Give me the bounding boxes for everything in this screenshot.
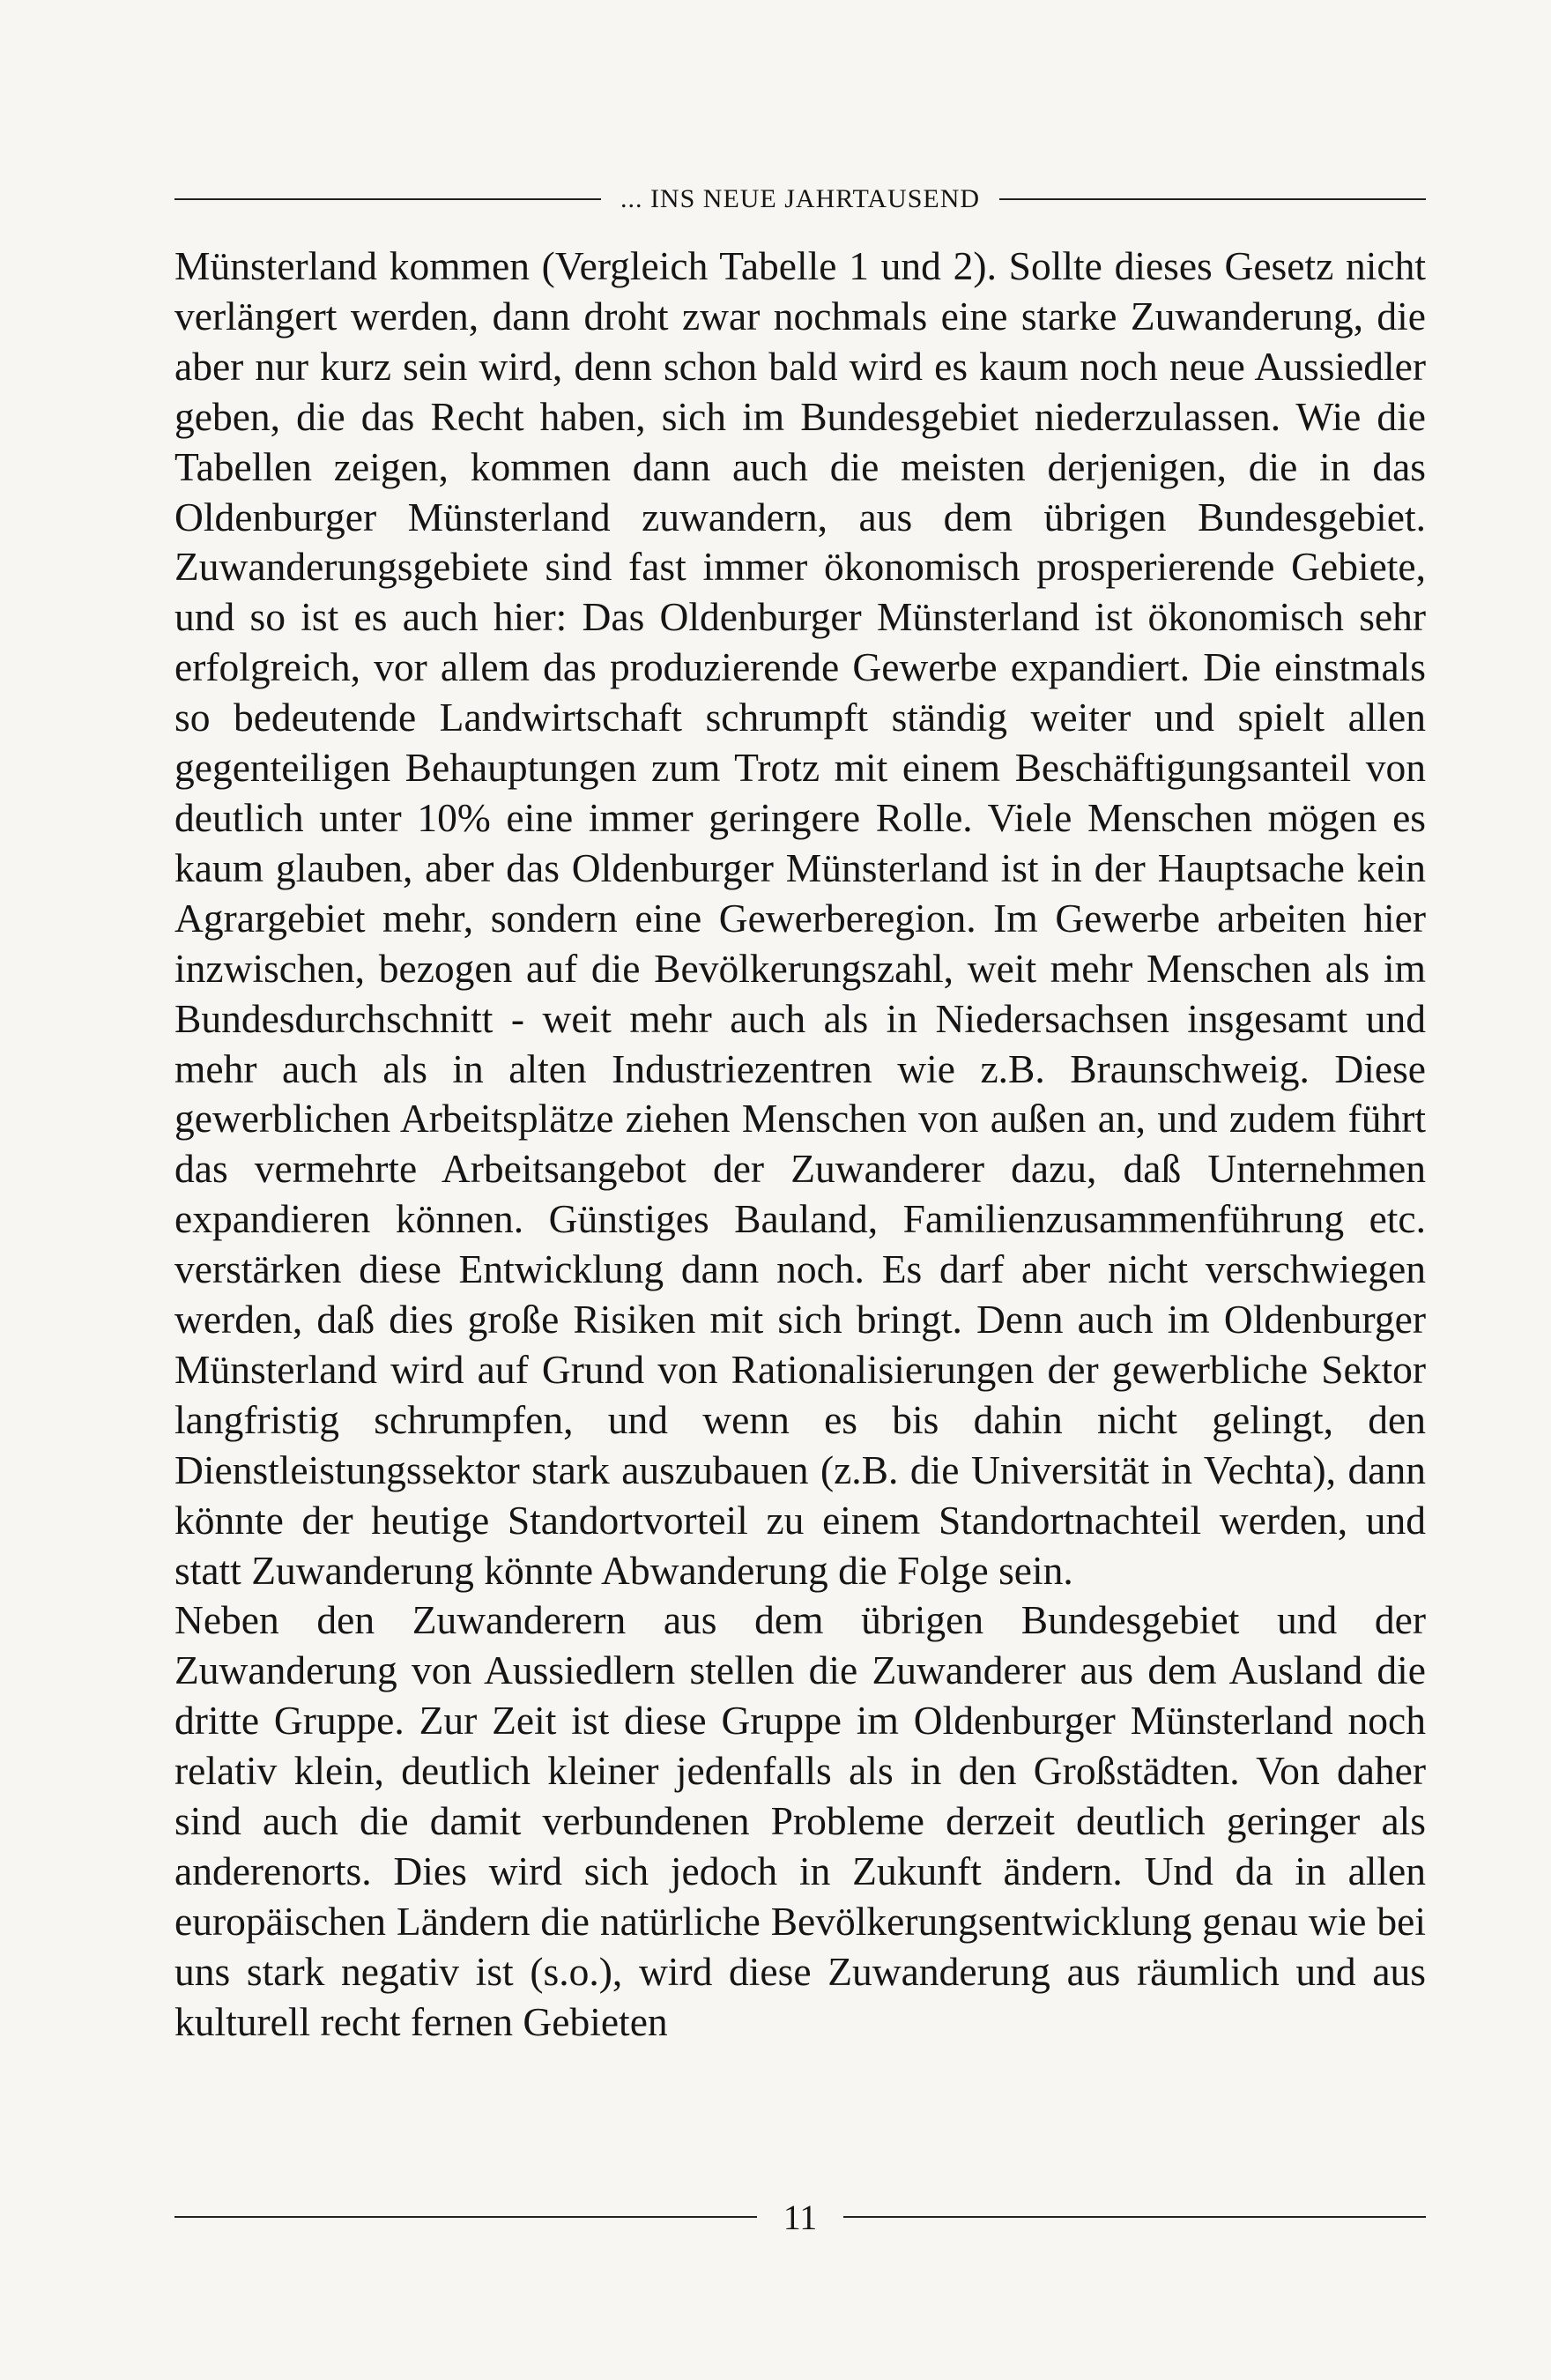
paragraph-2: Neben den Zuwanderern aus dem übrigen Bundesgebiet und der Zuwanderung von Aussiedlern stellen die Zuwanderer aus dem Ausland die dritte Gruppe. Zur Zeit ist diese Gruppe im Oldenburger Münsterland noch relativ klein, deutlich kleiner jedenfalls als in den Großstädten. Von daher sind auch die damit verbundenen Probleme derzeit deutlich geringer als anderenorts. Dies wird sich jedoch in Zukunft ändern. Und da in allen europäischen Ländern die natürliche Bevölkerungsentwicklung genau wie bei uns stark negativ ist (s.o.), wird diese Zuwanderung aus räumlich und aus kulturell recht fernen Gebieten (174, 1597, 1426, 2044)
header-rule-right (999, 198, 1426, 200)
header-rule-left (174, 198, 601, 200)
page-number: 11 (783, 2197, 818, 2237)
footer-rule-right (843, 2216, 1426, 2218)
paragraph-1: Münsterland kommen (Vergleich Tabelle 1 und 2). Sollte dieses Gesetz nicht verlängert werden, dann droht zwar nochmals eine starke Zuwanderung, die aber nur kurz sein wird, denn schon bald wird es kaum noch neue Aussiedler geben, die das Recht haben, sich im Bundesgebiet niederzulassen. Wie die Tabellen zeigen, kommen dann auch die meisten derjenigen, die in das Oldenburger Münsterland zuwandern, aus dem übrigen Bundesgebiet. Zuwanderungsgebiete sind fast immer ökonomisch prosperierende Gebiete, und so ist es auch hier: Das Oldenburger Münsterland ist ökonomisch sehr erfolgreich, vor allem das produzierende Gewerbe expandiert. Die einstmals so bedeutende Landwirtschaft schrumpft ständig weiter und spielt allen gegenteiligen Behauptungen zum Trotz mit einem Beschäftigungsanteil von deutlich unter 10% eine immer geringere Rolle. Viele Menschen mögen es kaum glauben, aber das Oldenburger Münsterland ist in der Hauptsache kein Agrargebiet mehr, sondern eine Gewerberegion. Im Gewerbe arbeiten hier inzwischen, bezogen auf die Bevölkerungszahl, weit mehr Menschen als im Bundesdurchschnitt - weit mehr auch als in Niedersachsen insgesamt und mehr auch als in alten Industriezentren wie z.B. Braunschweig. Diese gewerblichen Arbeitsplätze ziehen Menschen von außen an, und zudem führt das vermehrte Arbeitsangebot der Zuwanderer dazu, daß Unternehmen expandieren können. Günstiges Bauland, Familienzusammenführung etc. verstärken diese Entwicklung dann noch. Es darf aber nicht verschwiegen werden, daß dies große Risiken mit sich bringt. Denn auch im Oldenburger Münsterland wird auf Grund von Rationalisierungen der gewerbliche Sektor langfristig schrumpfen, und wenn es bis dahin nicht gelingt, den Dienstleistungssektor stark auszubauen (z.B. die Universität in Vechta), dann könnte der heutige Standortvorteil zu einem Standortnachteil werden, und statt Zuwanderung könnte Abwanderung die Folge sein. (174, 243, 1426, 1593)
running-title: ... INS NEUE JAHRTAUSEND (620, 184, 981, 213)
footer-rule-left (174, 2216, 757, 2218)
page-footer (174, 2195, 1426, 2239)
body-text (174, 242, 1426, 2181)
running-header (174, 182, 1426, 217)
